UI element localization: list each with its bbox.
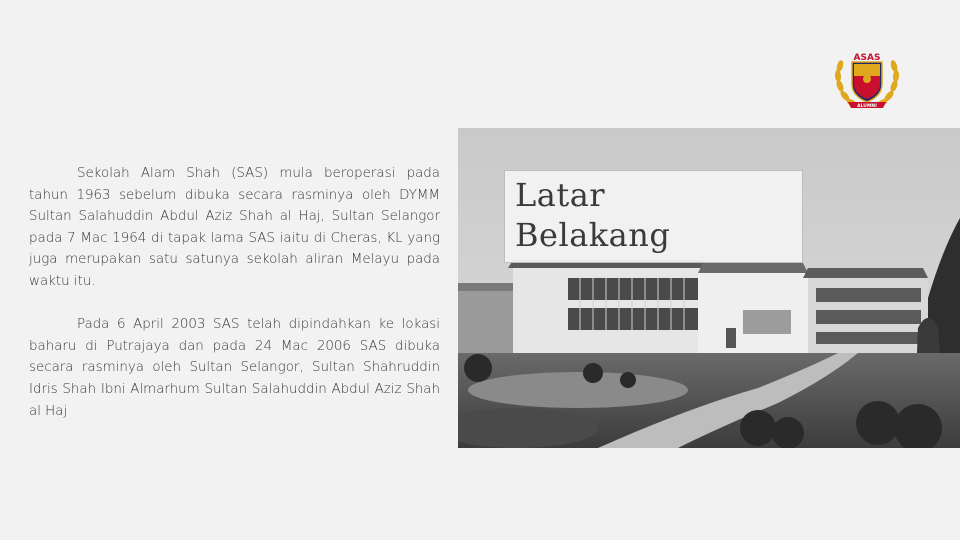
paragraph-2: Pada 6 April 2003 SAS telah dipindahkan ke lokasi baharu di Putrajaya dan pada 24 Mac 2006 SAS dibuka secara rasminya oleh Sultan Selangor, Sultan Shahruddin Idris Shah Ibni Almarhum Sultan Salahuddin Abdul Aziz Shah al Haj: [29, 317, 440, 419]
paragraph-1: Sekolah Alam Shah (SAS) mula beroperasi pada tahun 1963 sebelum dibuka secara rasminya oleh DYMM Sultan Salahuddin Abdul Aziz Shah al Haj, Sultan Selangor pada 7 Mac 1964 di tapak lama SAS iaitu di Cheras, KL yang juga merupakan satu satunya sekolah aliran Melayu pada waktu itu.: [29, 166, 440, 289]
title-line-2: Belakang: [515, 216, 671, 254]
title-line-1: Latar: [515, 176, 606, 214]
logo-bottom-text: ALUMNI: [857, 104, 877, 109]
logo-top-text: ASAS: [853, 53, 881, 63]
body-text: [29, 163, 440, 422]
asas-alumni-logo: [830, 46, 904, 114]
title-box: [504, 170, 803, 263]
